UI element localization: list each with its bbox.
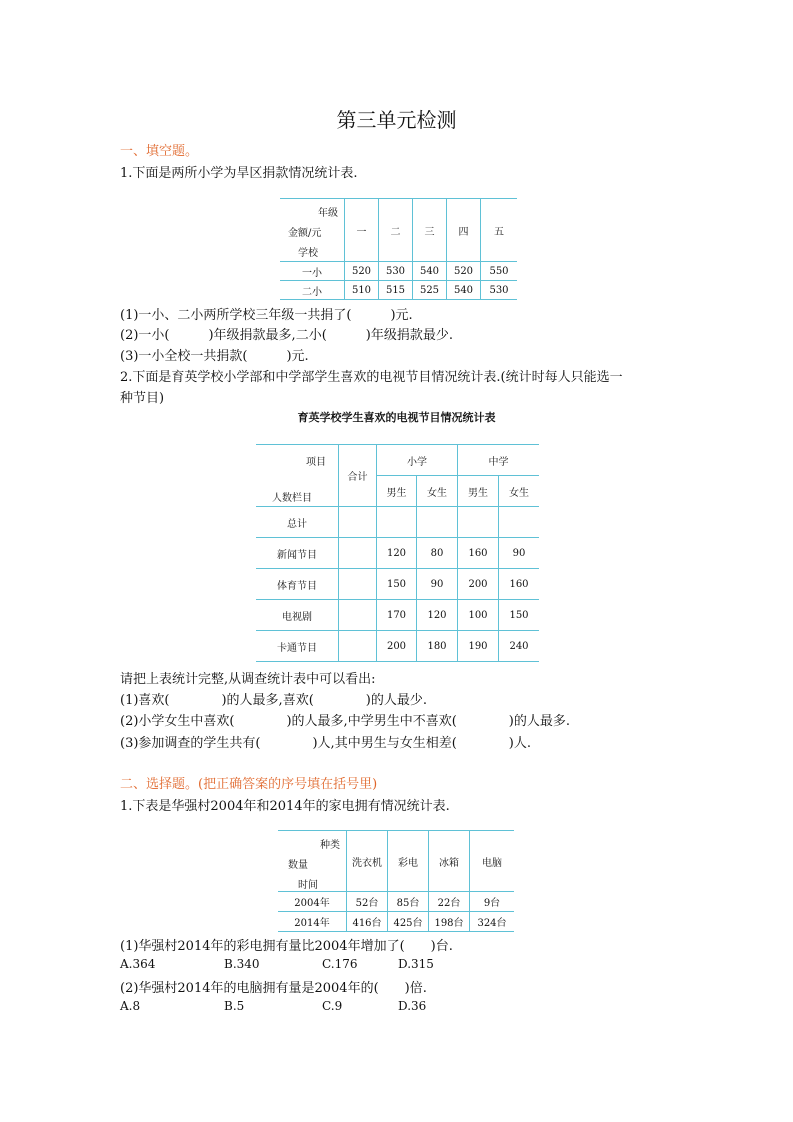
table-row	[278, 912, 514, 932]
question-1-2-text-line2: 种节目)	[120, 391, 165, 406]
corner-label-amount: 金额/元	[288, 228, 322, 239]
table-cell: 550	[481, 262, 518, 281]
question-2-1-sub-2: (2)华强村2014年的电脑拥有量是2004年的( )倍.	[120, 981, 427, 996]
table-corner-cell	[280, 199, 345, 262]
table-cell: 120	[377, 538, 417, 569]
table-cell: 200	[458, 569, 499, 600]
question-2-1-sub-1: (1)华强村2014年的彩电拥有量比2004年增加了( )台.	[120, 939, 453, 954]
table-cell: 180	[417, 631, 458, 662]
option-c: C.9	[322, 999, 343, 1013]
table-cell	[377, 507, 417, 538]
option-d: D.36	[398, 999, 427, 1013]
group-header-middle: 中学	[458, 445, 540, 476]
table-cell: 150	[499, 600, 540, 631]
table-cell: 170	[377, 600, 417, 631]
table-cell	[458, 507, 499, 538]
row-label: 新闻节目	[256, 538, 339, 569]
table-row	[256, 538, 539, 569]
table-cell: 520	[345, 262, 379, 281]
table-cell: 324台	[470, 912, 515, 932]
table-cell: 200	[377, 631, 417, 662]
column-header: 冰箱	[429, 831, 470, 892]
column-header: 二	[379, 199, 413, 262]
sub-header: 男生	[458, 476, 499, 507]
table-cell: 160	[458, 538, 499, 569]
sub-header: 女生	[499, 476, 540, 507]
table-corner-cell	[256, 445, 339, 507]
table-row	[256, 507, 539, 538]
question-1-2-text-line1: 2.下面是育英学校小学部和中学部学生喜欢的电视节目情况统计表.(统计时每人只能选一	[120, 370, 623, 385]
table-cell: 80	[417, 538, 458, 569]
total-cell	[339, 600, 377, 631]
column-header: 三	[413, 199, 447, 262]
row-label: 卡通节目	[256, 631, 339, 662]
corner-label-grade: 年级	[318, 208, 338, 219]
column-header: 一	[345, 199, 379, 262]
table-cell: 150	[377, 569, 417, 600]
table-cell: 52台	[347, 892, 388, 912]
table-cell: 510	[345, 281, 379, 300]
row-label: 总计	[256, 507, 339, 538]
table-cell: 190	[458, 631, 499, 662]
column-header: 四	[447, 199, 481, 262]
table-cell	[417, 507, 458, 538]
table-row	[280, 262, 517, 281]
question-1-1-text: 1.下面是两所小学为旱区捐款情况统计表.	[120, 166, 358, 181]
table-cell: 85台	[388, 892, 429, 912]
table-cell: 120	[417, 600, 458, 631]
total-cell	[339, 507, 377, 538]
corner-label-item: 项目	[306, 457, 326, 468]
question-1-1-sub-3: (3)一小全校一共捐款( )元.	[120, 349, 309, 364]
question-2-1-text: 1.下表是华强村2004年和2014年的家电拥有情况统计表.	[120, 799, 450, 814]
table-cell: 515	[379, 281, 413, 300]
sub-header: 女生	[417, 476, 458, 507]
question-1-2-after: 请把上表统计完整,从调查统计表中可以看出:	[120, 672, 376, 687]
section-1-heading: 一、填空题。	[120, 144, 199, 159]
table-corner-cell	[278, 831, 347, 892]
option-a: A.364	[120, 957, 156, 971]
page-title: 第三单元检测	[336, 108, 457, 132]
sub-header: 男生	[377, 476, 417, 507]
table-row	[256, 631, 539, 662]
table-caption: 育英学校学生喜欢的电视节目情况统计表	[297, 411, 496, 424]
table-cell: 9台	[470, 892, 515, 912]
donation-table	[280, 198, 517, 300]
section-2-heading: 二、选择题。(把正确答案的序号填在括号里)	[120, 777, 378, 792]
table-cell: 530	[481, 281, 518, 300]
question-1-2-sub-3: (3)参加调查的学生共有( )人,其中男生与女生相差( )人.	[120, 736, 531, 751]
row-label: 体育节目	[256, 569, 339, 600]
option-c: C.176	[322, 957, 358, 971]
question-1-1-sub-2: (2)一小( )年级捐款最多,二小( )年级捐款最少.	[120, 328, 453, 343]
total-cell	[339, 538, 377, 569]
column-header: 彩电	[388, 831, 429, 892]
option-d: D.315	[398, 957, 434, 971]
table-cell: 525	[413, 281, 447, 300]
table-cell: 22台	[429, 892, 470, 912]
table-row	[280, 281, 517, 300]
question-1-2-sub-1: (1)喜欢( )的人最多,喜欢( )的人最少.	[120, 693, 427, 708]
table-cell: 240	[499, 631, 540, 662]
table-cell: 540	[447, 281, 481, 300]
appliance-table	[278, 830, 514, 932]
table-cell: 416台	[347, 912, 388, 932]
row-label: 2014年	[278, 912, 347, 932]
corner-label-time: 时间	[298, 880, 318, 891]
group-header-primary: 小学	[377, 445, 458, 476]
table-cell: 530	[379, 262, 413, 281]
row-label: 一小	[280, 262, 345, 281]
option-b: B.5	[224, 999, 245, 1013]
table-cell	[499, 507, 540, 538]
question-1-2-sub-2: (2)小学女生中喜欢( )的人最多,中学男生中不喜欢( )的人最多.	[120, 714, 570, 729]
corner-label-quantity: 数量	[288, 860, 308, 871]
corner-label-type: 种类	[320, 840, 340, 851]
table-cell: 425台	[388, 912, 429, 932]
table-cell: 100	[458, 600, 499, 631]
table-cell: 198台	[429, 912, 470, 932]
row-label: 二小	[280, 281, 345, 300]
column-header: 电脑	[470, 831, 515, 892]
row-label: 2004年	[278, 892, 347, 912]
table-cell: 520	[447, 262, 481, 281]
total-cell	[339, 569, 377, 600]
option-b: B.340	[224, 957, 260, 971]
table-cell: 90	[417, 569, 458, 600]
table-cell: 90	[499, 538, 540, 569]
table-cell: 160	[499, 569, 540, 600]
table-cell: 540	[413, 262, 447, 281]
total-cell	[339, 631, 377, 662]
corner-label-people: 人数栏目	[272, 493, 312, 504]
table-row	[256, 600, 539, 631]
column-header: 五	[481, 199, 518, 262]
column-header: 洗衣机	[347, 831, 388, 892]
table-row	[256, 569, 539, 600]
option-a: A.8	[120, 999, 141, 1013]
corner-label-school: 学校	[298, 248, 318, 259]
table-row	[278, 892, 514, 912]
question-1-1-sub-1: (1)一小、二小两所学校三年级一共捐了( )元.	[120, 308, 413, 323]
row-label: 电视剧	[256, 600, 339, 631]
tv-program-table	[256, 444, 539, 662]
total-header: 合计	[339, 445, 377, 507]
